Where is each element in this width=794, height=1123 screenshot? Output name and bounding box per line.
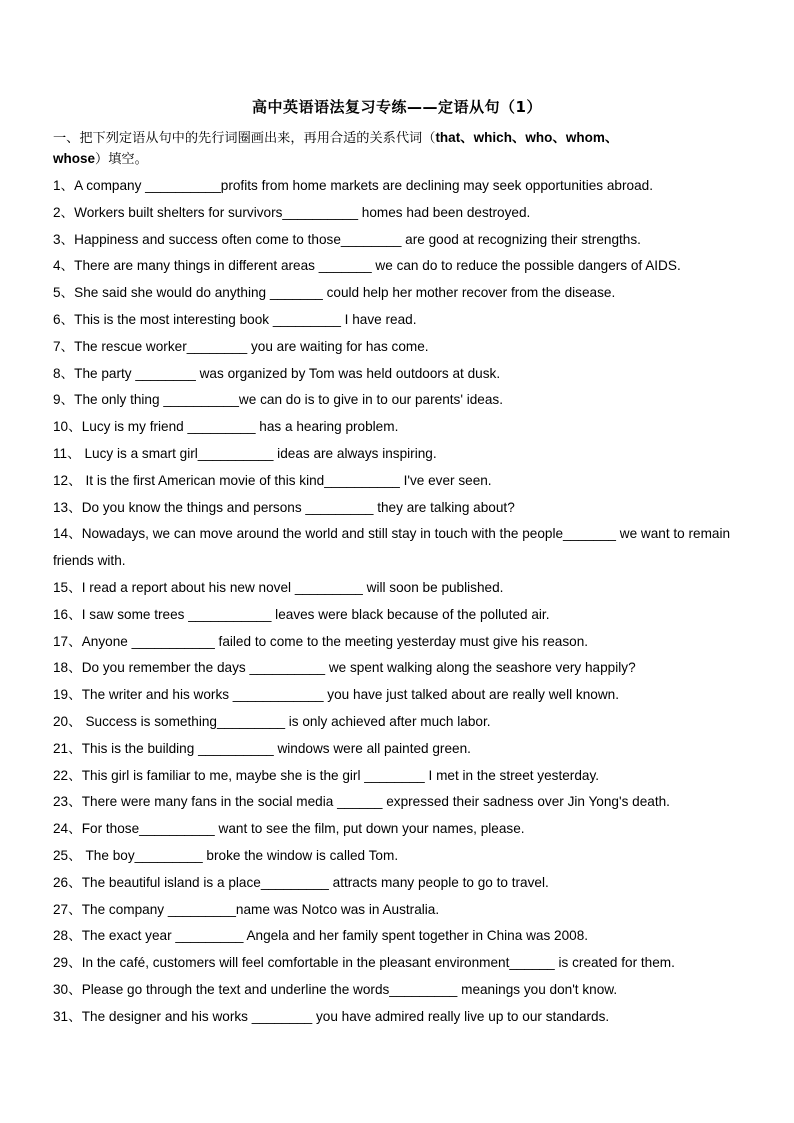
question-item	[53, 816, 753, 843]
question-text: Please go through the text and underline the words_________ meanings you don't know.	[81, 981, 618, 997]
instructions-pronouns-1: that、which、who、whom、	[435, 130, 619, 145]
question-number: 5、	[53, 285, 75, 301]
question-number: 21、	[53, 740, 82, 756]
question-item	[53, 441, 753, 468]
question-text: This girl is familiar to me, maybe she is the girl ________ I met in the street yesterday.	[81, 767, 600, 783]
question-text: This is the most interesting book _________ I have read.	[74, 311, 417, 327]
page-title: 高中英语语法复习专练——定语从句（1）	[252, 98, 542, 116]
question-text: A company __________profits from home markets are declining may seek opportunities abroad.	[74, 178, 653, 193]
question-text: The rescue worker________ you are waiting for has come.	[74, 338, 429, 354]
question-number: 17、	[53, 633, 82, 649]
instructions-pronouns-2: whose	[53, 151, 96, 166]
question-text: There were many fans in the social media ______ expressed their sadness over Jin Yong's death.	[81, 794, 670, 810]
question-text: Nowadays, we can move around the world and still stay in touch with the people_______ we want to remain friends with.	[53, 526, 731, 569]
question-text: Lucy is a smart girl__________ ideas are always inspiring.	[80, 445, 437, 461]
question-item	[53, 950, 753, 977]
question-number: 2、	[53, 204, 75, 220]
question-number: 8、	[53, 365, 75, 381]
question-number: 15、	[53, 579, 82, 595]
question-number: 13、	[53, 499, 82, 515]
question-item	[53, 307, 753, 334]
question-item	[53, 521, 753, 575]
question-text: Anyone ___________ failed to come to the meeting yesterday must give his reason.	[81, 633, 589, 649]
question-item	[53, 923, 753, 950]
question-number: 27、	[53, 901, 82, 917]
question-item	[53, 763, 753, 790]
question-item	[53, 227, 753, 254]
question-number: 31、	[53, 1008, 82, 1024]
question-text: The beautiful island is a place_________ attracts many people to go to travel.	[81, 874, 549, 890]
question-number: 6、	[53, 311, 75, 327]
question-text: Workers built shelters for survivors__________ homes had been destroyed.	[74, 204, 531, 220]
question-number: 20、	[53, 713, 82, 729]
question-text: The only thing __________we can do is to give in to our parents' ideas.	[74, 392, 503, 408]
question-item	[53, 736, 753, 763]
question-item	[53, 361, 753, 388]
question-number: 12、	[53, 472, 82, 488]
question-item	[53, 495, 753, 522]
question-item	[53, 173, 753, 200]
question-text: The designer and his works ________ you have admired really live up to our standards.	[81, 1008, 610, 1024]
question-number: 7、	[53, 338, 75, 354]
question-item	[53, 897, 753, 924]
question-number: 22、	[53, 767, 82, 783]
question-item	[53, 334, 753, 361]
question-item	[53, 682, 753, 709]
question-text: The boy_________ broke the window is called Tom.	[81, 847, 399, 863]
question-number: 9、	[53, 392, 75, 408]
question-number: 11、	[53, 445, 81, 461]
question-item	[53, 575, 753, 602]
question-number: 25、	[53, 847, 82, 863]
question-item	[53, 602, 753, 629]
question-number: 23、	[53, 794, 82, 810]
question-item	[53, 280, 753, 307]
question-item	[53, 387, 753, 414]
question-number: 1、	[53, 178, 75, 193]
question-text: It is the first American movie of this kind__________ I've ever seen.	[81, 472, 492, 488]
question-item	[53, 870, 753, 897]
question-item	[53, 977, 753, 1004]
question-item	[53, 655, 753, 682]
question-text: I read a report about his new novel _________ will soon be published.	[81, 579, 504, 595]
question-text: There are many things in different areas _______ we can do to reduce the possible dangers of AIDS.	[74, 258, 681, 274]
question-number: 30、	[53, 981, 82, 997]
question-text: I saw some trees ___________ leaves were black because of the polluted air.	[81, 606, 550, 622]
question-text: Do you remember the days __________ we spent walking along the seashore very happily?	[81, 660, 636, 676]
question-item	[53, 414, 753, 441]
question-number: 16、	[53, 606, 82, 622]
question-text: She said she would do anything _______ could help her mother recover from the disease.	[74, 285, 616, 301]
question-text: Do you know the things and persons _________ they are talking about?	[81, 499, 515, 515]
question-item	[53, 843, 753, 870]
question-number: 29、	[53, 955, 82, 971]
question-number: 3、	[53, 231, 75, 247]
question-item	[53, 468, 753, 495]
question-text: Lucy is my friend _________ has a hearing problem.	[81, 419, 399, 435]
question-number: 4、	[53, 258, 75, 274]
question-text: In the café, customers will feel comfortable in the pleasant environment______ is created for them.	[81, 955, 675, 971]
question-text: The exact year _________ Angela and her family spent together in China was 2008.	[81, 928, 589, 944]
question-text: Happiness and success often come to those________ are good at recognizing their strengths.	[74, 231, 641, 247]
question-number: 24、	[53, 821, 82, 837]
question-number: 10、	[53, 419, 82, 435]
question-text: The writer and his works ____________ you have just talked about are really well known.	[81, 687, 619, 703]
question-item	[53, 200, 753, 227]
question-text: This is the building __________ windows were all painted green.	[81, 740, 471, 756]
instructions-prefix: 一、把下列定语从句中的先行词圈画出来，再用合适的关系代词（	[53, 131, 436, 146]
question-item	[53, 629, 753, 656]
question-number: 14、	[53, 526, 82, 542]
question-number: 19、	[53, 687, 82, 703]
question-item	[53, 253, 753, 280]
question-item	[53, 789, 753, 816]
question-text: The company _________name was Notco was in Australia.	[81, 901, 440, 917]
question-number: 18、	[53, 660, 82, 676]
question-number: 26、	[53, 874, 82, 890]
question-number: 28、	[53, 928, 82, 944]
question-text: For those__________ want to see the film, put down your names, please.	[81, 821, 525, 837]
question-item	[53, 709, 753, 736]
instructions-suffix: ）填空。	[95, 152, 148, 167]
question-text: The party ________ was organized by Tom was held outdoors at dusk.	[74, 365, 501, 381]
section-instructions	[53, 128, 753, 170]
question-item	[53, 1004, 753, 1031]
question-text: Success is something_________ is only achieved after much labor.	[81, 713, 491, 729]
question-list	[53, 173, 753, 1031]
